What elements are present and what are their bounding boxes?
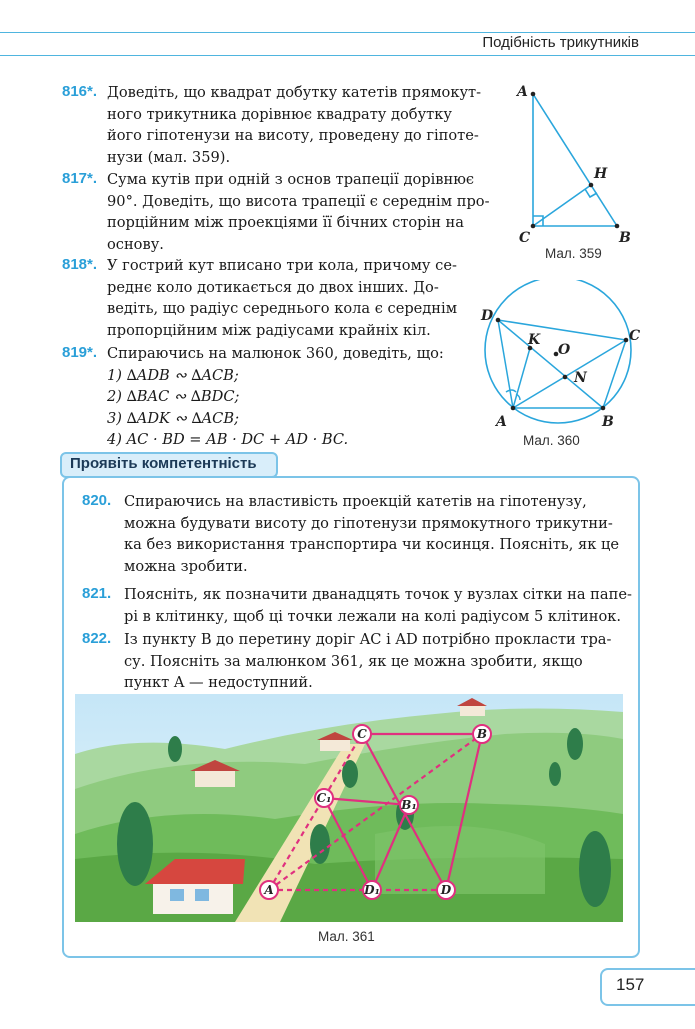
label-B1: B₁ bbox=[401, 798, 417, 812]
label-A: A bbox=[517, 84, 528, 100]
competence-title: Проявіть компетентність bbox=[70, 455, 257, 472]
label-C: C bbox=[519, 230, 531, 246]
label-B: B bbox=[476, 727, 488, 741]
tree bbox=[168, 736, 182, 762]
caption-359: Мал. 359 bbox=[545, 246, 602, 261]
page-number-frame bbox=[600, 968, 695, 1006]
altitude-ch bbox=[533, 185, 591, 226]
field bbox=[375, 826, 545, 894]
house bbox=[195, 769, 235, 787]
label-A: A bbox=[496, 414, 507, 430]
problem-text: Спираючись на малюнок 360, доведіть, що: 1) ∆ADB ∾ ∆ACB; 2) ∆BAC ∾ ∆BDC; 3) ∆ADK ∾ ∆ACB; 4) AC · BD = AB · DC + AD · BC. bbox=[107, 345, 444, 448]
caption-361: Мал. 361 bbox=[318, 929, 375, 944]
house bbox=[320, 739, 350, 751]
label-H: H bbox=[594, 166, 608, 182]
label-D: D bbox=[481, 308, 494, 324]
problem-number: 820. bbox=[82, 492, 112, 509]
problem-number: 819*. bbox=[62, 344, 98, 361]
running-header: Подібність трикутників bbox=[482, 34, 639, 51]
angle-arc-1 bbox=[506, 390, 516, 392]
label-B: B bbox=[619, 230, 631, 246]
figure-359 bbox=[505, 78, 655, 268]
problem-text: Доведіть, що квадрат добутку катетів прямокут- ного трикутника дорівнює квадрату добутку його гіпотенузи на висоту, проведену до гіпоте- нузи (мал. 359). bbox=[107, 84, 482, 166]
problem-number: 821. bbox=[82, 585, 112, 602]
tree bbox=[567, 728, 583, 760]
problem-text: Із пункту B до перетину доріг AC і AD потрібно прокласти тра- су. Поясніть за малюнком 361, як це можна зробити, якщо пункт A — недоступний. bbox=[124, 631, 612, 691]
label-A: A bbox=[264, 883, 274, 897]
caption-360: Мал. 360 bbox=[523, 433, 580, 448]
problem-text: Спираючись на властивість проекцій катетів на гіпотенузу, можна будувати висоту до гіпотенузи прямокутного трикутни- ка без використання транспортира чи косинця. Поясніть, як це можна зробити. bbox=[124, 493, 619, 575]
tree bbox=[579, 831, 611, 907]
label-C: C bbox=[357, 727, 367, 741]
tree bbox=[549, 762, 561, 786]
label-K: K bbox=[528, 332, 541, 348]
problem-number: 816*. bbox=[62, 83, 98, 100]
tree bbox=[117, 802, 153, 886]
label-C: C bbox=[629, 328, 641, 344]
problem-number: 818*. bbox=[62, 256, 98, 273]
page-number: 157 bbox=[616, 975, 645, 994]
label-D: D bbox=[440, 883, 452, 897]
figure-361 bbox=[75, 694, 623, 922]
figure-360 bbox=[478, 280, 648, 430]
label-D1: D₁ bbox=[364, 883, 380, 897]
side-cb bbox=[603, 340, 626, 408]
label-N: N bbox=[574, 370, 587, 386]
problem-text: Сума кутів при одній з основ трапеції дорівнює 90°. Доведіть, що висота трапеції є середнім про- порційним між проекціями її бічних сторін на основу. bbox=[107, 171, 490, 253]
problem-number: 822. bbox=[82, 630, 112, 647]
hypotenuse-ab bbox=[533, 94, 617, 226]
label-O: O bbox=[558, 342, 571, 358]
problem-text: У гострий кут вписано три кола, причому се- реднє коло дотикається до двох інших. До- ведіть, що радіус середнього кола є середнім пропорційним між радіусами крайніх кіл. bbox=[107, 257, 458, 339]
label-C1: C₁ bbox=[316, 791, 332, 805]
problem-text: Поясніть, як позначити дванадцять точок у вузлах сітки на папе- рі в клітинку, щоб ці точки лежали на колі радіусом 5 клітинок. bbox=[124, 586, 632, 625]
problem-number: 817*. bbox=[62, 170, 98, 187]
label-B: B bbox=[602, 414, 614, 430]
